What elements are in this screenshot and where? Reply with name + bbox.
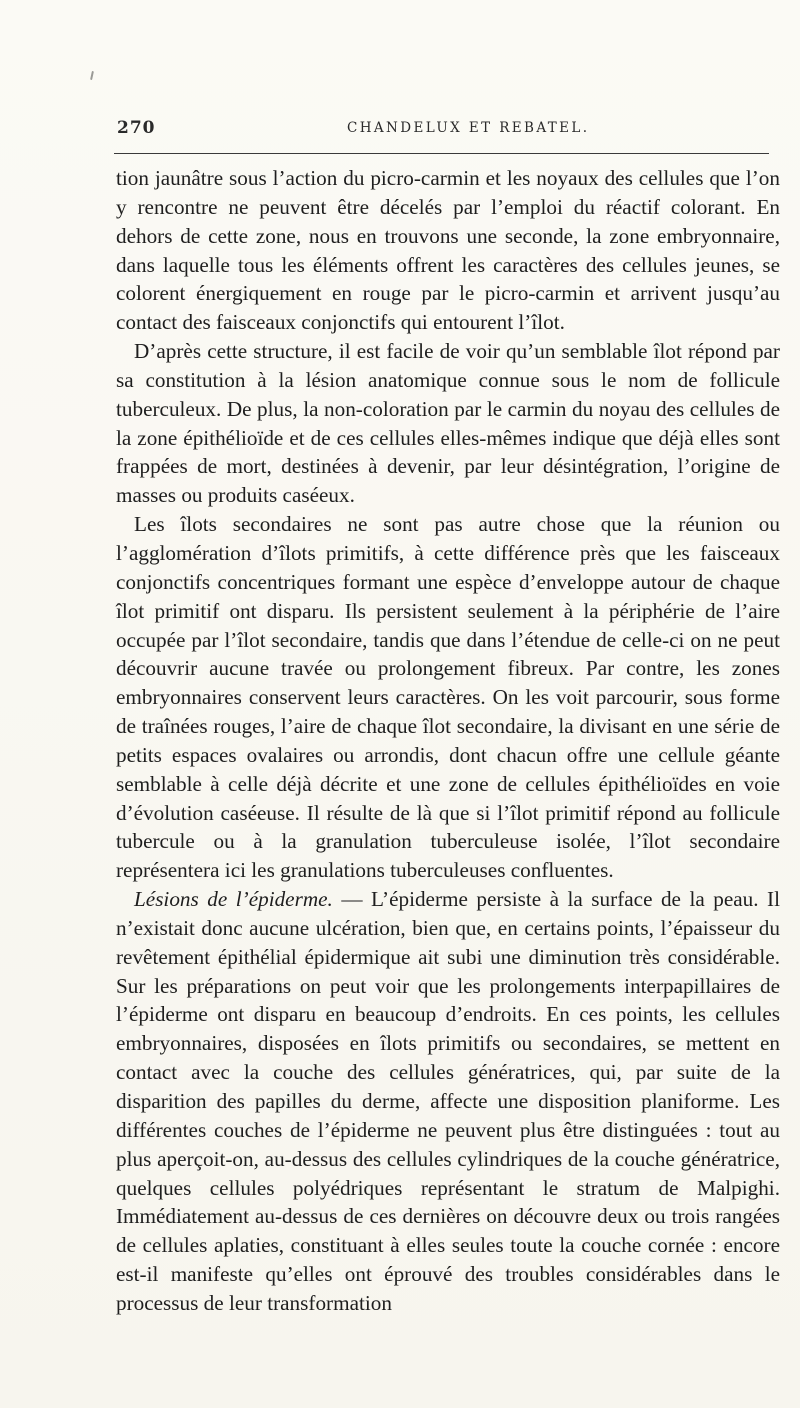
section-subheading: Lésions de l’épiderme.	[134, 887, 333, 912]
body-text	[116, 164, 780, 1318]
paragraph: D’après cette structure, il est facile de voir qu’un semblable îlot répond par sa constitution à la lésion anatomique connue sous le nom de follicule tuberculeux. De plus, la non-coloration par le carmin du noyau des cellules de la zone épithélioïde et de ces cellules elles-mêmes indique que déjà elles sont frappées de mort, destinées à devenir, par leur désintégration, l’origine de masses ou produits caséeux.	[116, 339, 780, 508]
paragraph: Les îlots secondaires ne sont pas autre chose que la réunion ou l’agglomération d’îlots primitifs, à cette différence près que les faisceaux conjonctifs concentriques formant une espèce d’enveloppe autour de chaque îlot primitif ont disparu. Ils persistent seulement à la périphérie de l’aire occupée par l’îlot secondaire, tandis que dans l’étendue de celle-ci on ne peut découvrir aucune travée ou prolongement fibreux. Par contre, les zones embryonnaires conservent leurs caractères. On les voit parcourir, sous forme de traînées rouges, l’aire de chaque îlot secondaire, la divisant en une série de petits espaces ovalaires ou arrondis, dont chacun offre une cellule géante semblable à celle déjà décrite et une zone de cellules épithélioïdes en voie d’évolution caséeuse. Il résulte de là que si l’îlot primitif répond au follicule tubercule ou à la granulation tuberculeuse isolée, l’îlot secondaire représentera ici les granulations tuberculeuses confluentes.	[116, 512, 780, 883]
running-head: CHANDELUX ET REBATEL.	[347, 120, 590, 136]
page-header	[117, 118, 767, 142]
header-rule	[114, 153, 769, 154]
paragraph: tion jaunâtre sous l’action du picro-carmin et les noyaux des cellules que l’on y rencontre ne peuvent être décelés par l’emploi du réactif colorant. En dehors de cette zone, nous en trouvons une seconde, la zone embryonnaire, dans laquelle tous les éléments offrent les caractères des cellules jeunes, se colorent énergiquement en rouge par le picro-carmin et arrivent jusqu’au contact des faisceaux conjonctifs qui entourent l’îlot.	[116, 166, 780, 335]
paragraph-text: — L’épiderme persiste à la surface de la peau. Il n’existait donc aucune ulcération, bien que, en certains points, l’épaisseur du revêtement épithélial épidermique ait subi une diminution très considérable. Sur les préparations on peut voir que les prolongements interpapillaires de l’épiderme ont disparu en beaucoup d’endroits. En ces points, les cellules embryonnaires, disposées en îlots primitifs ou secondaires, se mettent en contact avec la couche des cellules génératrices, qui, par suite de la disparition des papilles du derme, affecte une disposition planiforme. Les différentes couches de l’épiderme ne peuvent plus être distinguées : tout au plus aperçoit-on, au-dessus des cellules cylindriques de la couche génératrice, quelques cellules polyédriques représentant le stratum de Malpighi. Immédiatement au-dessus de ces dernières on découvre deux ou trois rangées de cellules aplaties, constituant à elles seules toute la couche cornée : encore est-il manifeste qu’elles ont éprouvé des troubles considérables dans le processus de leur transformation	[116, 887, 780, 1315]
page-number: 270	[117, 118, 156, 138]
paragraph	[116, 885, 780, 1318]
ink-mark	[90, 71, 94, 80]
